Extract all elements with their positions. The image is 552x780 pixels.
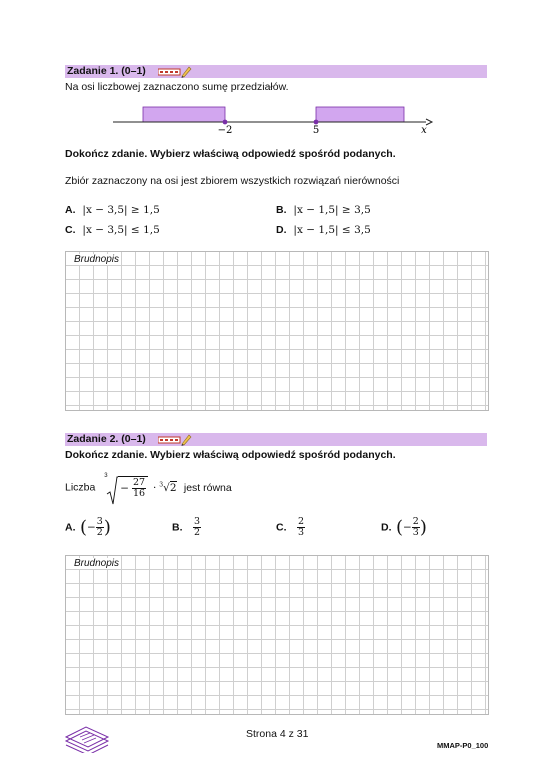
option-fraction: $\frac{2}{3}$ (412, 516, 419, 538)
option-letter: C. (276, 521, 287, 534)
interval-left (143, 107, 225, 122)
task2-option-a[interactable]: A. (− $\frac{3}{2}$ ) (65, 516, 111, 538)
option-text: |x − 1,5| ≤ 3,5 (293, 224, 371, 236)
task1-option-c[interactable] (65, 224, 160, 237)
task1-option-b[interactable] (276, 204, 371, 217)
option-text: |x − 3,5| ≤ 1,5 (82, 224, 160, 236)
option-text: |x − 3,5| ≥ 1,5 (82, 204, 160, 216)
task2-option-d[interactable]: D. (− $\frac{2}{3}$ ) (381, 516, 427, 538)
pencil-points-icon (158, 434, 198, 446)
root-index: 3 (104, 473, 108, 479)
question-prefix: Liczba (65, 481, 96, 494)
radical-sign-icon (106, 476, 118, 506)
page-number: Strona 4 z 31 (246, 728, 309, 740)
task1-intro: Na osi liczbowej zaznaczono sumę przedziałów. (65, 81, 289, 93)
multiply-dot: · (153, 481, 157, 494)
option-letter: B. (172, 521, 183, 534)
scratch-label: Brudnopis (74, 558, 120, 569)
question-suffix: jest równa (183, 481, 232, 494)
interval-right (316, 107, 404, 122)
task2-option-b[interactable] (172, 517, 201, 543)
option-letter: D. (381, 521, 392, 534)
task1-option-d[interactable] (276, 224, 371, 237)
option-letter: C. (65, 224, 76, 236)
task2-header (65, 433, 487, 446)
document-code: MMAP-P0_100 (437, 741, 489, 750)
option-letter: A. (65, 204, 76, 216)
scratch-label: Brudnopis (74, 254, 120, 265)
point-left (223, 120, 228, 125)
task1-header (65, 65, 487, 78)
task1-title: Zadanie 1. (0–1) (67, 65, 146, 77)
option-letter: A. (65, 521, 76, 534)
option-text: |x − 1,5| ≥ 3,5 (293, 204, 371, 216)
axis-label-x: x (421, 125, 427, 136)
task2-scratch-grid (65, 555, 489, 715)
option-letter: D. (276, 224, 287, 236)
point-right (314, 120, 319, 125)
option-fraction: $\frac{2}{3}$ (297, 516, 304, 538)
option-letter: B. (276, 204, 287, 216)
task2-question (65, 473, 232, 508)
label-right-point: 5 (312, 125, 320, 136)
cbrt-2: $^3$√2 (159, 481, 177, 494)
label-left-point: −2 (217, 125, 233, 136)
option-fraction: $\frac{3}{2}$ (193, 516, 200, 538)
cube-root-expression: 3 − $\frac{27}{16}$ (106, 476, 148, 499)
task1-scratch-grid (65, 251, 489, 411)
axis-arrow (426, 119, 432, 125)
exam-logo-icon (64, 725, 112, 753)
task2-title: Zadanie 2. (0–1) (67, 433, 146, 445)
task1-option-a[interactable] (65, 204, 160, 217)
number-line (110, 100, 435, 138)
task1-question: Zbiór zaznaczony na osi jest zbiorem wszystkich rozwiązań nierówności (65, 175, 400, 187)
task2-instruction: Dokończ zdanie. Wybierz właściwą odpowiedź spośród podanych. (65, 449, 396, 461)
pencil-points-icon (158, 66, 198, 78)
task1-instruction: Dokończ zdanie. Wybierz właściwą odpowiedź spośród podanych. (65, 148, 396, 160)
task2-option-c[interactable] (276, 517, 305, 543)
option-fraction: $\frac{3}{2}$ (96, 516, 103, 538)
root-fraction: $\frac{27}{16}$ (133, 477, 146, 499)
